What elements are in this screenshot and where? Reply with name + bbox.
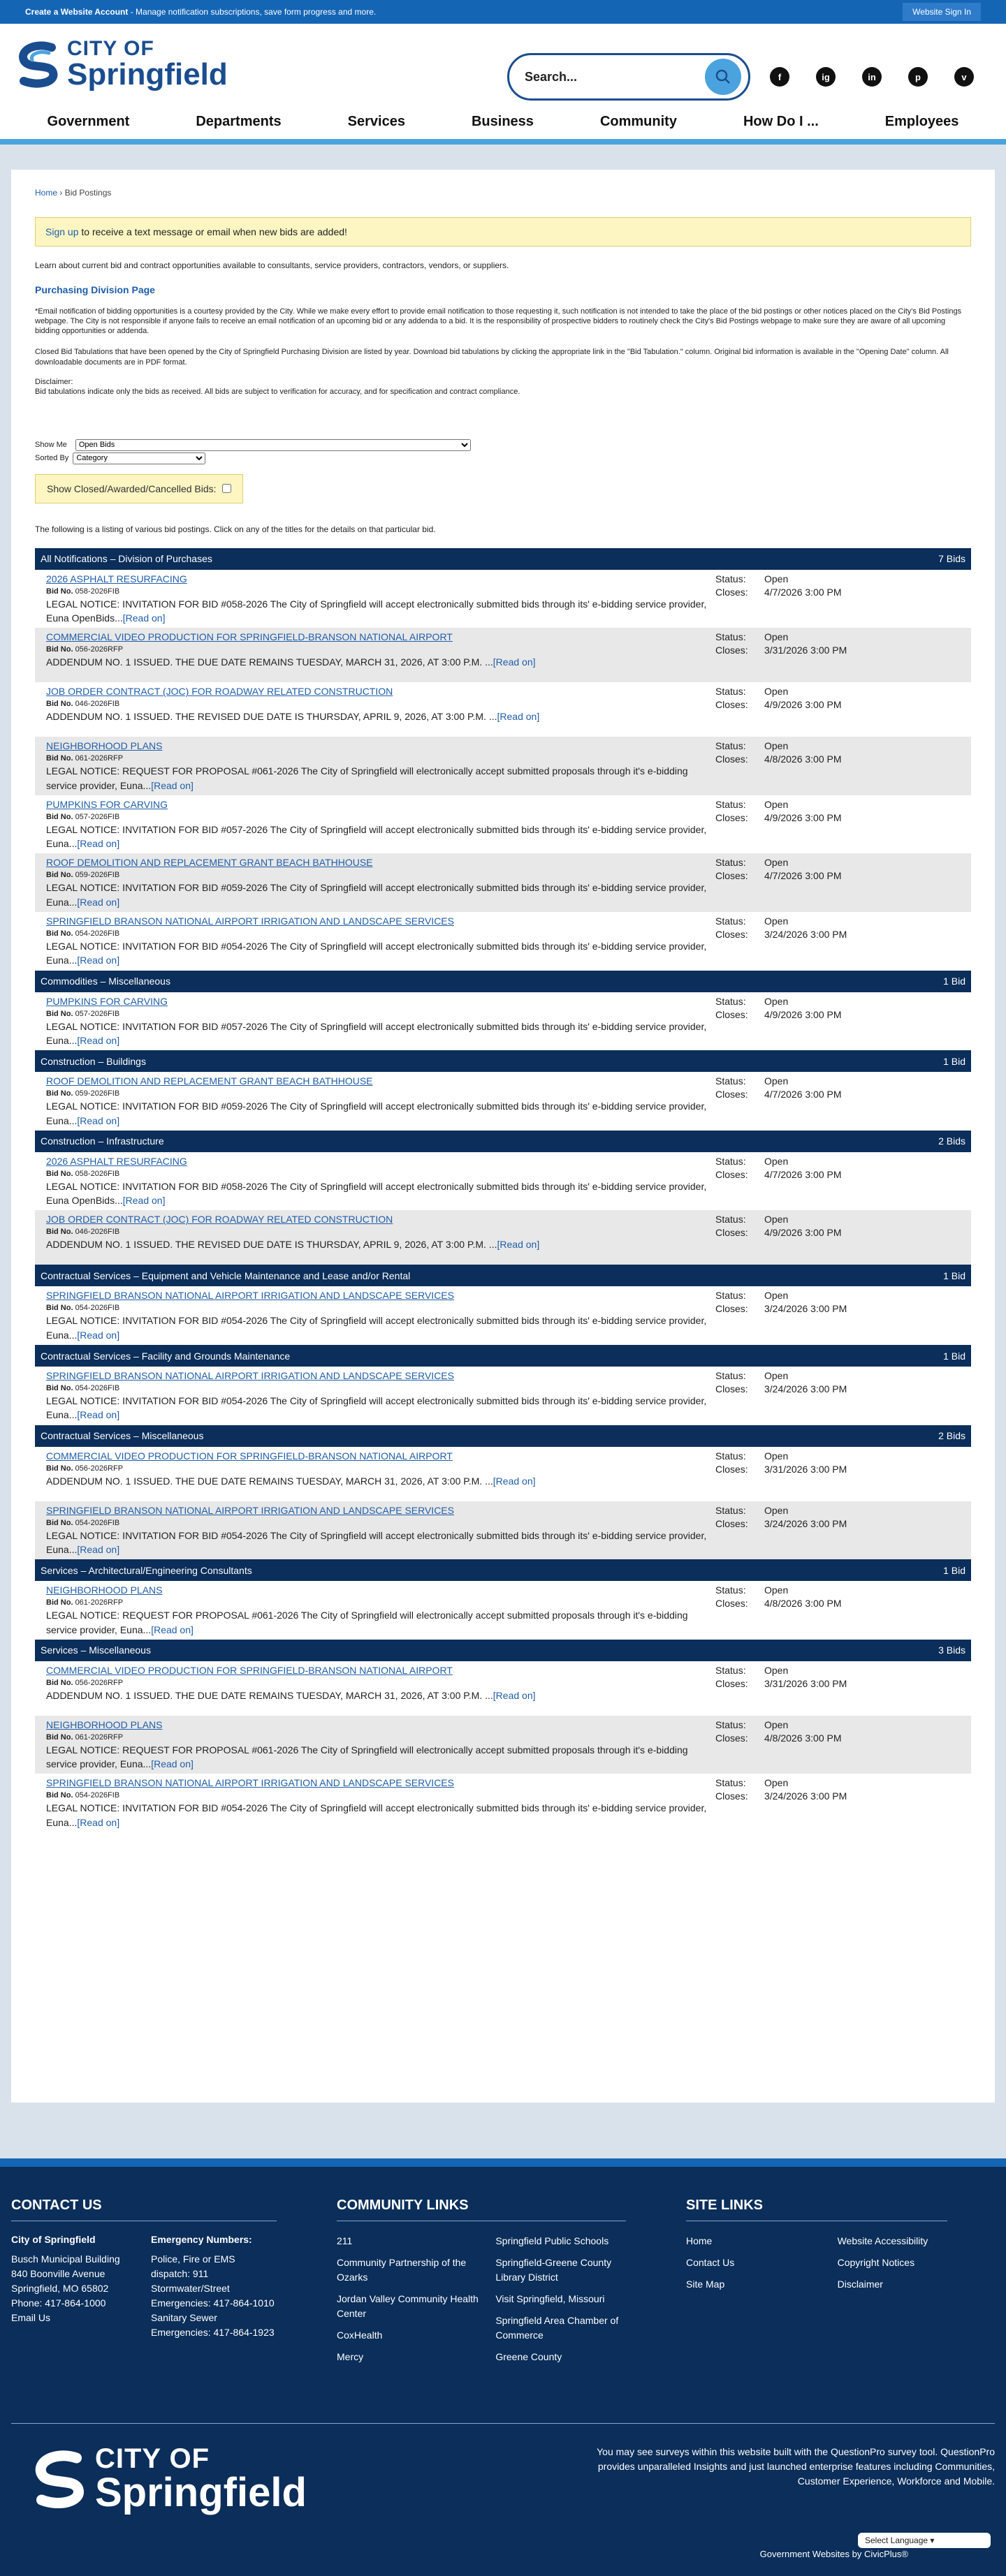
community-link[interactable]: Springfield Public Schools [495, 2235, 609, 2246]
closes-label: Closes: [715, 811, 748, 823]
logo-line-2: Springfield [67, 57, 228, 91]
category-header [35, 1050, 971, 1072]
nav-how-do-i[interactable]: How Do I ... [743, 113, 819, 129]
bid-row [35, 1501, 971, 1560]
show-me-select[interactable] [75, 439, 471, 451]
signup-alert [35, 217, 971, 246]
site-link-sitemap[interactable]: Site Map [686, 2279, 725, 2290]
questionpro-link[interactable]: QuestionPro survey tool [830, 2446, 935, 2457]
bid-number: Bid No. 056-2026RFP [46, 1464, 124, 1473]
bid-title-link[interactable]: JOB ORDER CONTRACT (JOC) FOR ROADWAY RELATED CONSTRUCTION [46, 1214, 393, 1226]
bid-title-link[interactable]: PUMPKINS FOR CARVING [46, 995, 168, 1007]
bid-number: Bid No. 056-2026RFP [46, 1678, 124, 1687]
listing-note: The following is a listing of various bid postings. Click on any of the titles for the details on that particular bid. [35, 524, 436, 534]
vimeo-icon[interactable]: v [954, 67, 974, 87]
tabulation-note: Closed Bid Tabulations that have been opened by the City of Springfield Purchasing Division are listed by year. Download bid tabulations by clicking the appropriate link in the "Bid Tabulation." column. Original bid information is available in the "Opening Date" column. All downloadable documents are in PDF format. [35, 348, 949, 367]
contact-title: CONTACT US [11, 2198, 277, 2221]
closes-value: 4/7/2026 3:00 PM [764, 1089, 842, 1101]
status-value: Open [764, 1504, 789, 1516]
bid-row [35, 628, 971, 682]
closes-label: Closes: [715, 699, 748, 711]
bid-title-link[interactable]: COMMERCIAL VIDEO PRODUCTION FOR SPRINGFIELD-BRANSON NATIONAL AIRPORT [46, 1450, 453, 1462]
nav-employees[interactable]: Employees [884, 113, 959, 129]
status-value: Open [764, 915, 789, 927]
status-label: Status: [715, 573, 746, 584]
category-name: All Notifications – Division of Purchases [41, 553, 212, 565]
show-closed-label: Show Closed/Awarded/Cancelled Bids: [47, 483, 217, 494]
bid-title-link[interactable]: COMMERCIAL VIDEO PRODUCTION FOR SPRINGFIELD-BRANSON NATIONAL AIRPORT [46, 1664, 453, 1676]
read-on-link[interactable]: [Read on] [151, 1624, 194, 1635]
bid-category [35, 1559, 971, 1640]
site-footer [0, 2158, 1006, 2576]
site-search [507, 53, 750, 101]
footer-logo[interactable] [29, 2445, 307, 2513]
city-name: City of Springfield [11, 2234, 96, 2245]
closes-label: Closes: [715, 586, 748, 598]
bid-number: Bid No. 057-2026FIB [46, 812, 120, 821]
bid-number: Bid No. 061-2026RFP [46, 1732, 124, 1742]
closes-label: Closes: [715, 1383, 748, 1395]
instagram-icon[interactable]: ig [816, 67, 836, 87]
status-value: Open [764, 1450, 789, 1462]
create-account-text[interactable]: Create a Website Account - Manage notification subscriptions, save form progress and more. [25, 7, 377, 17]
bid-category [35, 1425, 971, 1560]
bid-title-link[interactable]: JOB ORDER CONTRACT (JOC) FOR ROADWAY RELATED CONSTRUCTION [46, 686, 393, 698]
status-label: Status: [715, 798, 746, 810]
bid-title-link[interactable]: 2026 ASPHALT RESURFACING [46, 573, 187, 584]
status-value: Open [764, 995, 789, 1007]
search-button[interactable] [705, 59, 741, 95]
search-icon [715, 68, 731, 85]
closes-label: Closes: [715, 1168, 748, 1180]
bid-row [35, 1152, 971, 1211]
read-on-link[interactable]: [Read on] [493, 1475, 536, 1487]
read-on-link[interactable]: [Read on] [151, 779, 194, 791]
bid-title-link[interactable]: SPRINGFIELD BRANSON NATIONAL AIRPORT IRRIGATION AND LANDSCAPE SERVICES [46, 1290, 454, 1302]
bid-number: Bid No. 054-2026FIB [46, 1304, 120, 1313]
category-header [35, 1425, 971, 1447]
closes-value: 3/31/2026 3:00 PM [764, 1677, 847, 1689]
site-link-disclaimer[interactable]: Disclaimer [837, 2279, 883, 2290]
main-nav [0, 104, 1006, 145]
status-label: Status: [715, 1214, 746, 1226]
nav-services[interactable]: Services [347, 113, 405, 129]
bid-number: Bid No. 061-2026RFP [46, 754, 124, 763]
read-on-link[interactable]: [Read on] [77, 1329, 120, 1341]
read-on-link[interactable]: [Read on] [77, 1816, 120, 1828]
bid-title-link[interactable]: NEIGHBORHOOD PLANS [46, 740, 163, 752]
community-link[interactable]: Springfield Area Chamber of Commerce [495, 2315, 619, 2341]
read-on-link[interactable]: [Read on] [493, 1689, 536, 1701]
closes-value: 3/31/2026 3:00 PM [764, 645, 847, 656]
bid-description: LEGAL NOTICE: INVITATION FOR BID #054-2026 The City of Springfield will accept electronically submitted bids through its' e-bidding service provider, Euna...[Read on] [46, 1315, 707, 1341]
site-link-accessibility[interactable]: Website Accessibility [837, 2235, 928, 2246]
status-value: Open [764, 1584, 789, 1596]
status-value: Open [764, 686, 789, 698]
nav-departments[interactable]: Departments [196, 113, 282, 129]
bid-category [35, 1131, 971, 1265]
status-label: Status: [715, 740, 746, 752]
status-label: Status: [715, 915, 746, 927]
bid-row [35, 1447, 971, 1501]
community-link[interactable]: Jordan Valley Community Health Center [337, 2293, 479, 2319]
bid-description: ADDENDUM NO. 1 ISSUED. THE DUE DATE REMAINS TUESDAY, MARCH 31, 2026, AT 3:00 P.M. ...[Read on] [46, 1689, 536, 1701]
category-count: 3 Bids [938, 1644, 965, 1656]
closes-label: Closes: [715, 1790, 748, 1802]
community-link[interactable]: Greene County [495, 2351, 562, 2362]
closes-label: Closes: [715, 753, 748, 765]
bid-number: Bid No. 054-2026FIB [46, 1384, 120, 1393]
bid-description: ADDENDUM NO. 1 ISSUED. THE DUE DATE REMAINS TUESDAY, MARCH 31, 2026, AT 3:00 P.M. ...[Read on] [46, 656, 536, 668]
category-header [35, 1640, 971, 1661]
closes-value: 3/24/2026 3:00 PM [764, 929, 847, 941]
closes-value: 4/8/2026 3:00 PM [764, 1732, 842, 1744]
closes-value: 3/31/2026 3:00 PM [764, 1463, 847, 1475]
sorted-by-select[interactable] [73, 452, 205, 464]
status-label: Status: [715, 995, 746, 1007]
closes-value: 4/9/2026 3:00 PM [764, 1227, 842, 1239]
status-value: Open [764, 798, 789, 810]
status-value: Open [764, 740, 789, 752]
facebook-icon[interactable]: f [770, 67, 789, 87]
bid-row [35, 853, 971, 912]
signup-alert-text: to receive a text message or email when new bids are added! [78, 226, 347, 237]
status-label: Status: [715, 1370, 746, 1382]
category-header [35, 1131, 971, 1152]
survey-note: You may see surveys within this website built with the QuestionPro survey tool. QuestionPro provides unparalleled Insights and just launched enterprise features including Communities, Customer Experience, Workforce and Mobile. [597, 2446, 995, 2487]
bid-category [35, 971, 971, 1051]
show-closed-toggle [35, 474, 243, 503]
status-value: Open [764, 631, 789, 643]
springfield-swoosh-icon [29, 2448, 92, 2510]
bid-row [35, 1774, 971, 1832]
status-value: Open [764, 1777, 789, 1789]
category-name: Contractual Services – Facility and Grounds Maintenance [41, 1350, 291, 1362]
status-label: Status: [715, 1664, 746, 1676]
read-on-link[interactable]: [Read on] [122, 612, 166, 624]
bid-row [35, 1210, 971, 1265]
closes-label: Closes: [715, 1732, 748, 1744]
closes-value: 4/8/2026 3:00 PM [764, 753, 842, 765]
sorted-by-label: Sorted By [35, 454, 69, 463]
bid-title-link[interactable]: ROOF DEMOLITION AND REPLACEMENT GRANT BEACH BATHHOUSE [46, 857, 373, 869]
bid-row [35, 1716, 971, 1774]
category-name: Contractual Services – Miscellaneous [41, 1430, 204, 1442]
linkedin-icon[interactable]: in [862, 67, 882, 87]
bid-description: ADDENDUM NO. 1 ISSUED. THE REVISED DUE DATE IS THURSDAY, APRIL 9, 2026, AT 3:00 P.M. ...[Read on] [46, 711, 540, 723]
closes-label: Closes: [715, 1303, 748, 1315]
bid-number: Bid No. 059-2026FIB [46, 1089, 120, 1098]
site-header [0, 24, 1006, 104]
disclaimer-text: Bid tabulations indicate only the bids as received. All bids are subject to verification for accuracy, and for specification and contract compliance. [35, 388, 520, 397]
bid-description: ADDENDUM NO. 1 ISSUED. THE REVISED DUE DATE IS THURSDAY, APRIL 9, 2026, AT 3:00 P.M. ...[Read on] [46, 1239, 540, 1251]
category-name: Construction – Infrastructure [41, 1135, 164, 1147]
civicplus-credit[interactable]: Government Websites by CivicPlus® [759, 2549, 908, 2559]
closes-value: 4/8/2026 3:00 PM [764, 1598, 842, 1610]
category-name: Contractual Services – Equipment and Vehicle Maintenance and Lease and/or Rental [41, 1269, 411, 1281]
read-on-link[interactable]: [Read on] [77, 1114, 120, 1126]
email-disclaimer: *Email notification of bidding opportunities is a courtesy provided by the City. While we make every effort to provide email notification to those requesting it, such notification is not intended to take the place of the bid postings or other notices placed on the City's Bid Postings webpage. The City is not responsible if anyone fails to receive an email notification of an upcoming bid or any addenda to a bid. It is the responsibility of prospective bidders to routinely check the City's Bid Postings webpage to make sure they are aware of all upcoming bidding opportunities or addenda. [35, 307, 962, 336]
bid-number: Bid No. 061-2026RFP [46, 1598, 124, 1607]
sign-up-link[interactable]: Sign up [45, 226, 79, 237]
read-on-link[interactable]: [Read on] [77, 1543, 120, 1555]
contact-column [11, 2198, 298, 2371]
status-value: Open [764, 1718, 789, 1730]
breadcrumb-separator: › [57, 188, 65, 198]
category-count: 2 Bids [938, 1430, 965, 1442]
status-value: Open [764, 857, 789, 869]
category-count: 1 Bid [943, 1269, 965, 1281]
category-count: 1 Bid [943, 1564, 965, 1576]
status-label: Status: [715, 1777, 746, 1789]
closes-value: 4/9/2026 3:00 PM [764, 699, 842, 711]
emergency-line: Police, Fire or EMS dispatch: 911 [151, 2253, 235, 2279]
bid-number: Bid No. 046-2026FIB [46, 700, 120, 709]
community-link[interactable]: 211 [337, 2235, 353, 2246]
category-name: Construction – Buildings [41, 1055, 146, 1067]
category-count: 1 Bid [943, 1350, 965, 1362]
bid-row [35, 992, 971, 1051]
bid-number: Bid No. 058-2026FIB [46, 587, 120, 596]
breadcrumb-home[interactable]: Home [35, 188, 58, 198]
community-link[interactable]: Mercy [337, 2351, 364, 2362]
category-header [35, 971, 971, 992]
search-input[interactable] [525, 70, 705, 84]
closes-value: 4/7/2026 3:00 PM [764, 586, 842, 598]
intro-text: Learn about current bid and contract opportunities available to consultants, service providers, contractors, vendors, or suppliers. [35, 260, 509, 270]
bid-number: Bid No. 059-2026FIB [46, 871, 120, 880]
closes-value: 3/24/2026 3:00 PM [764, 1790, 847, 1802]
website-sign-in-button[interactable]: Website Sign In [903, 3, 981, 21]
select-language-dropdown[interactable]: Select Language ▾ [858, 2533, 991, 2548]
status-value: Open [764, 1155, 789, 1167]
emergency-line: Sanitary Sewer Emergencies: 417-864-1923 [151, 2312, 275, 2338]
status-label: Status: [715, 1075, 746, 1087]
closes-label: Closes: [715, 1598, 748, 1610]
bid-row [35, 737, 971, 795]
bid-description: LEGAL NOTICE: REQUEST FOR PROPOSAL #061-2026 The City of Springfield will electronically accept submitted proposals through it's e-bidding service provider, Euna...[Read on] [46, 1744, 688, 1770]
read-on-link[interactable]: [Read on] [77, 955, 120, 966]
bid-row [35, 795, 971, 854]
site-links-column [647, 2198, 947, 2371]
category-count: 7 Bids [938, 553, 965, 565]
breadcrumb-current: Bid Postings [64, 188, 112, 198]
show-closed-checkbox[interactable] [222, 484, 231, 493]
purchasing-division-link[interactable]: Purchasing Division Page [35, 284, 155, 295]
closes-value: 4/9/2026 3:00 PM [764, 1008, 842, 1020]
bid-number: Bid No. 054-2026FIB [46, 1518, 120, 1527]
bid-title-link[interactable]: NEIGHBORHOOD PLANS [46, 1584, 163, 1596]
closes-value: 3/24/2026 3:00 PM [764, 1383, 847, 1395]
bid-title-link[interactable]: SPRINGFIELD BRANSON NATIONAL AIRPORT IRRIGATION AND LANDSCAPE SERVICES [46, 1504, 454, 1516]
bid-description: LEGAL NOTICE: INVITATION FOR BID #054-2026 The City of Springfield will accept electronically submitted bids through its' e-bidding service provider, Euna...[Read on] [46, 941, 707, 966]
springfield-swoosh-icon [14, 39, 64, 89]
main-content [11, 170, 995, 2103]
status-label: Status: [715, 1290, 746, 1302]
bid-description: LEGAL NOTICE: INVITATION FOR BID #057-2026 The City of Springfield will accept electronically submitted bids through its' e-bidding service provider, Euna...[Read on] [46, 823, 707, 850]
category-count: 1 Bid [943, 976, 965, 987]
show-me-label: Show Me [35, 441, 67, 450]
bid-category [35, 548, 971, 971]
bid-category [35, 1050, 971, 1131]
disclaimer-title: Disclaimer: [35, 378, 73, 387]
bid-description: ADDENDUM NO. 1 ISSUED. THE DUE DATE REMAINS TUESDAY, MARCH 31, 2026, AT 3:00 P.M. ...[Read on] [46, 1475, 536, 1487]
address-line: Springfield, MO 65802 [11, 2283, 109, 2294]
closes-label: Closes: [715, 870, 748, 882]
status-label: Status: [715, 631, 746, 643]
community-link[interactable]: Community Partnership of the Ozarks [337, 2257, 467, 2283]
bid-number: Bid No. 054-2026FIB [46, 929, 120, 939]
bid-filters [35, 439, 971, 464]
status-label: Status: [715, 686, 746, 698]
category-count: 1 Bid [943, 1055, 965, 1067]
category-name: Commodities – Miscellaneous [41, 976, 170, 987]
bid-row [35, 1581, 971, 1640]
category-header [35, 548, 971, 570]
site-link-copyright[interactable]: Copyright Notices [837, 2257, 915, 2268]
podcast-icon[interactable]: p [908, 67, 928, 87]
status-label: Status: [715, 857, 746, 869]
closes-value: 4/9/2026 3:00 PM [764, 811, 842, 823]
read-on-link[interactable]: [Read on] [77, 1409, 120, 1421]
bid-description: LEGAL NOTICE: INVITATION FOR BID #059-2026 The City of Springfield will accept electronically submitted bids through its' e-bidding service provider, Euna...[Read on] [46, 882, 707, 908]
category-name: Services – Architectural/Engineering Consultants [41, 1564, 252, 1576]
bid-row [35, 1661, 971, 1716]
category-header [35, 1559, 971, 1581]
breadcrumb [35, 188, 971, 198]
site-links-title: SITE LINKS [686, 2198, 947, 2221]
bid-description: LEGAL NOTICE: INVITATION FOR BID #058-2026 The City of Springfield will accept electronically submitted bids through its' e-bidding service provider, Euna OpenBids...[Read on] [46, 1180, 707, 1207]
bid-title-link[interactable]: ROOF DEMOLITION AND REPLACEMENT GRANT BEACH BATHHOUSE [46, 1075, 373, 1087]
category-name: Services – Miscellaneous [41, 1644, 151, 1656]
bid-category [35, 1640, 971, 1832]
bid-description: LEGAL NOTICE: REQUEST FOR PROPOSAL #061-2026 The City of Springfield will electronically accept submitted proposals through it's e-bidding service provider, Euna...[Read on] [46, 765, 688, 791]
community-title: COMMUNITY LINKS [337, 2198, 626, 2221]
bid-row [35, 912, 971, 971]
email-us-link[interactable]: Email Us [11, 2312, 51, 2323]
bid-title-link[interactable]: COMMERCIAL VIDEO PRODUCTION FOR SPRINGFIELD-BRANSON NATIONAL AIRPORT [46, 631, 453, 643]
city-logo[interactable] [14, 38, 228, 90]
bid-categories [35, 548, 971, 1832]
closes-value: 3/24/2026 3:00 PM [764, 1517, 847, 1529]
status-label: Status: [715, 1155, 746, 1167]
status-label: Status: [715, 1584, 746, 1596]
status-value: Open [764, 1290, 789, 1302]
closes-value: 4/7/2026 3:00 PM [764, 870, 842, 882]
bid-description: LEGAL NOTICE: INVITATION FOR BID #059-2026 The City of Springfield will accept electronically submitted bids through its' e-bidding service provider, Euna...[Read on] [46, 1101, 707, 1126]
bid-description: LEGAL NOTICE: INVITATION FOR BID #058-2026 The City of Springfield will accept electronically submitted bids through its' e-bidding service provider, Euna OpenBids...[Read on] [46, 598, 707, 624]
nav-business[interactable]: Business [471, 113, 534, 129]
bid-number: Bid No. 046-2026FIB [46, 1228, 120, 1237]
community-link[interactable]: Visit Springfield, Missouri [495, 2293, 605, 2304]
site-link-home[interactable]: Home [686, 2235, 713, 2246]
community-links-column [298, 2198, 647, 2371]
closes-label: Closes: [715, 929, 748, 941]
status-label: Status: [715, 1450, 746, 1462]
bid-category [35, 1345, 971, 1425]
footer-logo-line-2: Springfield [95, 2470, 307, 2515]
nav-government[interactable]: Government [47, 113, 130, 129]
closes-label: Closes: [715, 1463, 748, 1475]
closes-value: 3/24/2026 3:00 PM [764, 1303, 847, 1315]
read-on-link[interactable]: [Read on] [497, 711, 540, 723]
read-on-link[interactable]: [Read on] [122, 1195, 166, 1207]
category-header [35, 1345, 971, 1367]
bid-title-link[interactable]: PUMPKINS FOR CARVING [46, 798, 168, 810]
bid-title-link[interactable]: 2026 ASPHALT RESURFACING [46, 1155, 187, 1167]
bid-row [35, 1286, 971, 1345]
status-value: Open [764, 573, 789, 584]
closes-label: Closes: [715, 1089, 748, 1101]
status-value: Open [764, 1075, 789, 1087]
bid-number: Bid No. 057-2026FIB [46, 1009, 120, 1018]
closes-label: Closes: [715, 1517, 748, 1529]
read-on-link[interactable]: [Read on] [497, 1239, 540, 1251]
bid-description: LEGAL NOTICE: INVITATION FOR BID #054-2026 The City of Springfield will accept electronically submitted bids through its' e-bidding service provider, Euna...[Read on] [46, 1395, 707, 1421]
bid-row [35, 682, 971, 737]
footer-logo-line-1: CITY OF [95, 2443, 210, 2474]
closes-label: Closes: [715, 645, 748, 656]
bid-row [35, 1072, 971, 1131]
closes-label: Closes: [715, 1008, 748, 1020]
bid-description: LEGAL NOTICE: REQUEST FOR PROPOSAL #061-2026 The City of Springfield will electronically accept submitted proposals through it's e-bidding service provider, Euna...[Read on] [46, 1610, 688, 1635]
emergency-line: Stormwater/Street Emergencies: 417-864-1010 [151, 2283, 275, 2309]
community-link[interactable]: Springfield-Greene County Library District [495, 2257, 612, 2283]
bid-title-link[interactable]: SPRINGFIELD BRANSON NATIONAL AIRPORT IRRIGATION AND LANDSCAPE SERVICES [46, 1777, 454, 1789]
address-line: Busch Municipal Building [11, 2253, 120, 2265]
bid-category [35, 1265, 971, 1345]
read-on-link[interactable]: [Read on] [77, 896, 120, 908]
bid-row [35, 1367, 971, 1425]
status-label: Status: [715, 1504, 746, 1516]
status-value: Open [764, 1370, 789, 1382]
bid-number: Bid No. 056-2026RFP [46, 645, 124, 654]
closes-value: 4/7/2026 3:00 PM [764, 1168, 842, 1180]
emergency-title: Emergency Numbers: [151, 2234, 252, 2245]
closes-label: Closes: [715, 1227, 748, 1239]
social-links [770, 67, 974, 87]
bid-description: LEGAL NOTICE: INVITATION FOR BID #054-2026 The City of Springfield will accept electronically submitted bids through its' e-bidding service provider, Euna...[Read on] [46, 1802, 707, 1828]
community-link[interactable]: CoxHealth [337, 2330, 383, 2341]
bid-title-link[interactable]: NEIGHBORHOOD PLANS [46, 1718, 163, 1730]
status-value: Open [764, 1664, 789, 1676]
site-link-contact[interactable]: Contact Us [686, 2257, 735, 2268]
bid-title-link[interactable]: SPRINGFIELD BRANSON NATIONAL AIRPORT IRRIGATION AND LANDSCAPE SERVICES [46, 915, 454, 927]
read-on-link[interactable]: [Read on] [151, 1758, 194, 1770]
phone-line: Phone: 417-864-1000 [11, 2297, 106, 2309]
category-count: 2 Bids [938, 1135, 965, 1147]
bid-number: Bid No. 058-2026FIB [46, 1169, 120, 1178]
bid-description: LEGAL NOTICE: INVITATION FOR BID #057-2026 The City of Springfield will accept electronically submitted bids through its' e-bidding service provider, Euna...[Read on] [46, 1020, 707, 1046]
logo-line-1: CITY OF [67, 36, 154, 60]
closes-label: Closes: [715, 1677, 748, 1689]
category-header [35, 1265, 971, 1286]
read-on-link[interactable]: [Read on] [77, 838, 120, 850]
bid-title-link[interactable]: SPRINGFIELD BRANSON NATIONAL AIRPORT IRRIGATION AND LANDSCAPE SERVICES [46, 1370, 454, 1382]
nav-community[interactable]: Community [599, 113, 677, 129]
status-label: Status: [715, 1718, 746, 1730]
status-value: Open [764, 1214, 789, 1226]
address-line: 840 Boonville Avenue [11, 2268, 105, 2279]
top-account-bar [0, 0, 1006, 24]
bid-row [35, 570, 971, 628]
read-on-link[interactable]: [Read on] [493, 656, 536, 668]
bid-description: LEGAL NOTICE: INVITATION FOR BID #054-2026 The City of Springfield will accept electronically submitted bids through its' e-bidding service provider, Euna...[Read on] [46, 1529, 707, 1555]
bid-number: Bid No. 054-2026FIB [46, 1791, 120, 1800]
read-on-link[interactable]: [Read on] [77, 1034, 120, 1046]
